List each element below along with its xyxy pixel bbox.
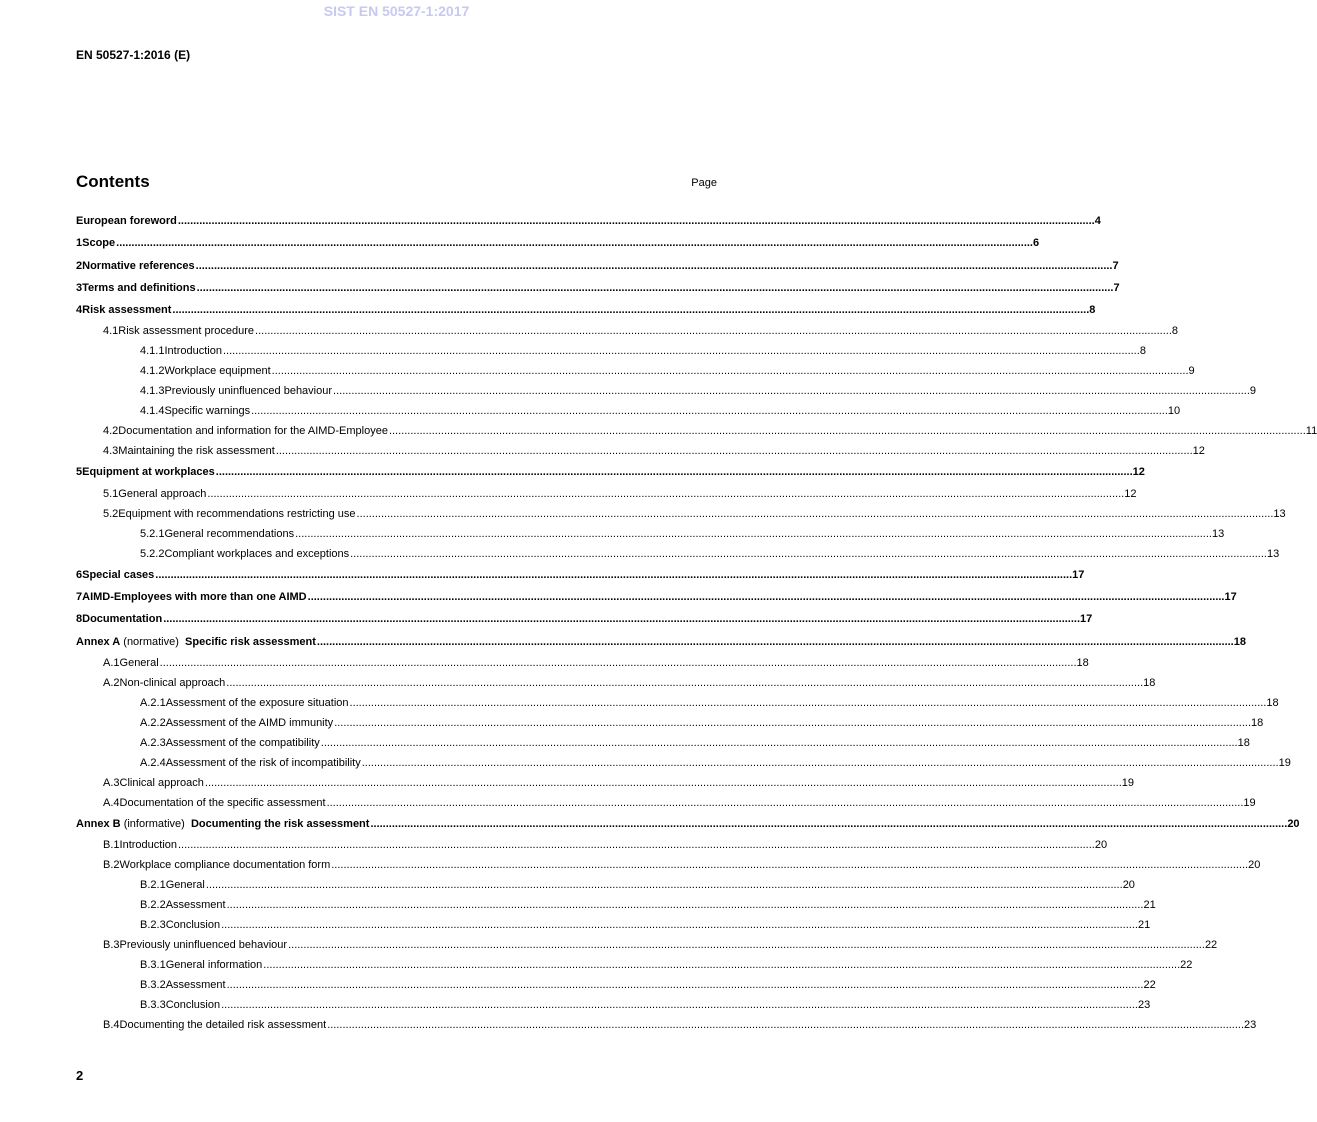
- toc-entry-page: 17: [1072, 568, 1085, 581]
- toc-entry[interactable]: [76, 793, 1256, 813]
- toc-entry-title: Assessment of the AIMD immunity: [165, 716, 334, 729]
- toc-entry-number: 4.1.1: [140, 345, 165, 358]
- toc-entry-title: General recommendations: [164, 527, 295, 540]
- toc-entry[interactable]: [76, 813, 1300, 835]
- toc-entry-page: 18: [1237, 736, 1250, 749]
- toc-entry-page: 12: [1124, 487, 1137, 500]
- toc-entry-title: Clinical approach: [119, 776, 204, 789]
- dot-leader: ............................................................................................................................................................................................................................................................................................................: [361, 756, 1279, 769]
- toc-entry-page: 22: [1204, 939, 1218, 952]
- toc-entry-title: Terms and definitions: [82, 281, 196, 294]
- toc-entry[interactable]: [76, 1015, 1257, 1035]
- toc-entry-title: Specific risk assessment: [185, 635, 316, 648]
- toc-entry-number: A.2: [103, 676, 120, 689]
- dot-leader: ............................................................................................................................................................................................................................................................................................................: [331, 859, 1249, 872]
- toc-entry[interactable]: [76, 564, 1085, 586]
- page-number: 2: [76, 1068, 84, 1083]
- toc-entry-number: 2: [76, 259, 83, 272]
- toc-entry-title: General: [119, 656, 159, 669]
- toc-entry-number: 5.1: [103, 487, 119, 500]
- dot-leader: ............................................................................................................................................................................................................................................................................................................: [326, 796, 1244, 809]
- toc-entry[interactable]: [76, 915, 1151, 935]
- toc-entry[interactable]: [76, 232, 1040, 254]
- toc-entry[interactable]: [76, 441, 1205, 461]
- toc-entry-title: European foreword: [76, 215, 177, 227]
- dot-leader: ............................................................................................................................................................................................................................................................................................................: [155, 568, 1073, 581]
- toc-entry-page: 22: [1180, 959, 1193, 972]
- toc-entry-number: B.2.2: [140, 899, 166, 912]
- toc-entry-page: 17: [1224, 591, 1237, 604]
- toc-entry-number: 7: [76, 591, 83, 604]
- toc-entry-number: 3: [76, 281, 83, 294]
- dot-leader: ............................................................................................................................................................................................................................................................................................................: [207, 487, 1125, 500]
- toc-entry-page: 22: [1143, 979, 1156, 992]
- toc-entry[interactable]: [76, 955, 1193, 975]
- dot-leader: ............................................................................................................................................................................................................................................................................................................: [327, 1019, 1245, 1032]
- dot-leader: ............................................................................................................................................................................................................................................................................................................: [195, 259, 1113, 272]
- toc-entry[interactable]: [76, 713, 1264, 733]
- dot-leader: ............................................................................................................................................................................................................................................................................................................: [172, 304, 1090, 317]
- toc-entry[interactable]: [76, 733, 1250, 753]
- toc-entry-title: Conclusion: [165, 999, 221, 1012]
- toc-entry-page: 12: [1132, 466, 1145, 479]
- dot-leader: ............................................................................................................................................................................................................................................................................................................: [271, 365, 1189, 378]
- toc-entry[interactable]: [76, 935, 1218, 955]
- toc-entry-page: 19: [1121, 776, 1135, 789]
- toc-entry[interactable]: [76, 631, 1246, 653]
- toc-entry-number: 4.1.2: [140, 365, 165, 378]
- toc-entry-page: 23: [1137, 999, 1151, 1012]
- dot-leader: ............................................................................................................................................................................................................................................................................................................: [196, 281, 1114, 294]
- toc-entry-title: Risk assessment procedure: [118, 325, 255, 338]
- dot-leader: ............................................................................................................................................................................................................................................................................................................: [349, 696, 1267, 709]
- toc-entry-page: 18: [1233, 635, 1246, 648]
- toc-entry-number: 5.2.1: [140, 527, 165, 540]
- toc-entry-number: B.3.2: [140, 979, 166, 992]
- toc-entry-title: AIMD-Employees with more than one AIMD: [82, 591, 307, 604]
- toc-entry[interactable]: [76, 995, 1151, 1015]
- annex-type: (informative): [123, 817, 185, 830]
- toc-entry-title: General: [165, 879, 205, 892]
- toc-entry-number: 6: [76, 568, 83, 581]
- toc-entry-number: A.2.4: [140, 756, 166, 769]
- toc-entry-title: Documenting the detailed risk assessment: [119, 1019, 327, 1032]
- dot-leader: ............................................................................................................................................................................................................................................................................................................: [177, 215, 1095, 227]
- dot-leader: ............................................................................................................................................................................................................................................................................................................: [222, 345, 1140, 358]
- toc-entry-number: 5: [76, 466, 83, 479]
- toc-entry[interactable]: [76, 461, 1145, 483]
- toc-entry-page: 21: [1143, 899, 1156, 912]
- toc-entry-page: 13: [1273, 507, 1286, 520]
- dot-leader: ............................................................................................................................................................................................................................................................................................................: [226, 979, 1144, 992]
- document-id-header: EN 50527-1:2016 (E): [76, 48, 191, 62]
- toc-entry-title: Previously uninfluenced behaviour: [119, 939, 288, 952]
- toc-entry-page: 12: [1192, 445, 1205, 458]
- toc-entry-title: General information: [165, 959, 263, 972]
- toc-entry-number: B.2.3: [140, 919, 166, 932]
- dot-leader: ............................................................................................................................................................................................................................................................................................................: [116, 237, 1033, 250]
- toc-entry-title: General approach: [118, 487, 207, 500]
- toc-entry-page: 9: [1249, 385, 1257, 398]
- toc-entry-number: B.3.1: [140, 959, 166, 972]
- toc-entry[interactable]: [76, 321, 1179, 341]
- toc-entry-page: 6: [1033, 237, 1040, 250]
- dot-leader: ............................................................................................................................................................................................................................................................................................................: [350, 547, 1267, 560]
- dot-leader: ............................................................................................................................................................................................................................................................................................................: [316, 635, 1234, 648]
- dot-leader: ............................................................................................................................................................................................................................................................................................................: [255, 325, 1172, 338]
- toc-entry-number: B.2: [103, 859, 120, 872]
- toc-entry-number: A.2.3: [140, 736, 166, 749]
- toc-entry-title: Normative references: [82, 259, 195, 272]
- toc-entry-number: A.4: [103, 796, 120, 809]
- toc-entry-title: Workplace equipment: [164, 365, 271, 378]
- dot-leader: ............................................................................................................................................................................................................................................................................................................: [226, 899, 1144, 912]
- toc-entry-title: Scope: [82, 237, 116, 250]
- dot-leader: ............................................................................................................................................................................................................................................................................................................: [178, 839, 1095, 852]
- dot-leader: ............................................................................................................................................................................................................................................................................................................: [204, 776, 1122, 789]
- toc-entry-page: 17: [1080, 613, 1093, 626]
- toc-entry[interactable]: [76, 608, 1093, 630]
- toc-entry-page: 8: [1089, 304, 1096, 317]
- toc-entry-number: 1: [76, 237, 83, 250]
- toc-entry-number: A.1: [103, 656, 120, 669]
- toc-entry[interactable]: [76, 875, 1135, 895]
- toc-entry[interactable]: [76, 484, 1137, 504]
- toc-entry-title: Assessment: [165, 899, 226, 912]
- toc-entry-number: B.1: [103, 839, 120, 852]
- toc-entry[interactable]: [76, 381, 1257, 401]
- dot-leader: ............................................................................................................................................................................................................................................................................................................: [320, 736, 1238, 749]
- toc-entry-number: A.3: [103, 776, 120, 789]
- toc-entry[interactable]: [76, 673, 1156, 693]
- toc-entry-number: 5.2.2: [140, 547, 165, 560]
- dot-leader: ............................................................................................................................................................................................................................................................................................................: [295, 527, 1212, 540]
- dot-leader: ............................................................................................................................................................................................................................................................................................................: [215, 466, 1133, 479]
- toc-entry-page: 8: [1171, 325, 1179, 338]
- toc-entry-title: Equipment with recommendations restricting use: [118, 507, 356, 520]
- toc-entry[interactable]: [76, 277, 1120, 299]
- toc-entry-page: 8: [1139, 345, 1146, 358]
- toc-entry[interactable]: [76, 255, 1119, 277]
- toc-entry-page: 18: [1143, 676, 1156, 689]
- table-of-contents: [76, 210, 1317, 1035]
- annex-label: Annex B: [76, 817, 121, 830]
- toc-entry-title: Non-clinical approach: [119, 676, 226, 689]
- toc-entry-title: Documentation of the specific assessment: [119, 796, 326, 809]
- toc-entry-number: B.2.1: [140, 879, 166, 892]
- toc-entry-page: 20: [1248, 859, 1261, 872]
- toc-entry[interactable]: [76, 773, 1135, 793]
- toc-entry-number: 4.3: [103, 445, 119, 458]
- toc-entry[interactable]: [76, 210, 1101, 232]
- toc-entry-page: 19: [1243, 796, 1256, 809]
- annex-type: (normative): [123, 635, 179, 648]
- toc-entry-page: 13: [1211, 527, 1225, 540]
- toc-entry-number: B.4: [103, 1019, 120, 1032]
- toc-entry-page: 10: [1167, 405, 1181, 418]
- toc-entry[interactable]: [76, 524, 1225, 544]
- dot-leader: ............................................................................................................................................................................................................................................................................................................: [333, 385, 1250, 398]
- dot-leader: ............................................................................................................................................................................................................................................................................................................: [205, 879, 1123, 892]
- dot-leader: ............................................................................................................................................................................................................................................................................................................: [226, 676, 1144, 689]
- toc-entry-title: Documentation: [82, 613, 163, 626]
- toc-entry[interactable]: [76, 835, 1108, 855]
- toc-entry-page: 18: [1076, 656, 1089, 669]
- toc-entry-title: Equipment at workplaces: [82, 466, 215, 479]
- toc-entry-number: 5.2: [103, 507, 119, 520]
- toc-entry[interactable]: [76, 401, 1181, 421]
- dot-leader: ............................................................................................................................................................................................................................................................................................................: [334, 716, 1252, 729]
- dot-leader: ............................................................................................................................................................................................................................................................................................................: [263, 959, 1181, 972]
- toc-entry[interactable]: [76, 421, 1317, 441]
- toc-entry-page: 7: [1113, 281, 1120, 294]
- page-column-label: Page: [691, 177, 717, 189]
- toc-entry-number: B.3.3: [140, 999, 166, 1012]
- toc-entry[interactable]: [76, 753, 1291, 773]
- toc-entry-page: 7: [1112, 259, 1119, 272]
- annex-label: Annex A: [76, 635, 121, 648]
- toc-entry-title: Assessment: [165, 979, 226, 992]
- toc-entry-number: 4.2: [103, 425, 119, 438]
- toc-entry[interactable]: [76, 653, 1089, 673]
- toc-entry-page: 23: [1244, 1019, 1257, 1032]
- toc-entry-page: 18: [1251, 716, 1264, 729]
- toc-entry[interactable]: [76, 341, 1146, 361]
- toc-entry-title: Workplace compliance documentation form: [119, 859, 331, 872]
- toc-entry-number: B.3: [103, 939, 120, 952]
- watermark: SIST EN 50527-1:2017: [323, 3, 470, 19]
- toc-entry-page: 18: [1266, 696, 1279, 709]
- toc-entry-page: 20: [1287, 817, 1300, 830]
- toc-entry-title: Introduction: [164, 345, 222, 358]
- toc-entry-title: Assessment of the compatibility: [165, 736, 320, 749]
- dot-leader: ............................................................................................................................................................................................................................................................................................................: [221, 999, 1138, 1012]
- toc-entry-title: Special cases: [82, 568, 155, 581]
- toc-entry-number: 4.1: [103, 325, 119, 338]
- toc-entry-title: Introduction: [119, 839, 177, 852]
- dot-leader: ............................................................................................................................................................................................................................................................................................................: [221, 919, 1138, 932]
- dot-leader: ............................................................................................................................................................................................................................................................................................................: [251, 405, 1168, 418]
- toc-entry-page: 13: [1266, 547, 1280, 560]
- toc-entry-title: Conclusion: [165, 919, 221, 932]
- toc-entry-page: 9: [1188, 365, 1195, 378]
- dot-leader: ............................................................................................................................................................................................................................................................................................................: [307, 591, 1225, 604]
- toc-entry-page: 4: [1094, 215, 1101, 227]
- toc-entry-page: 20: [1122, 879, 1135, 892]
- toc-entry-number: A.2.2: [140, 716, 166, 729]
- toc-entry-page: 21: [1137, 919, 1151, 932]
- toc-entry[interactable]: [76, 299, 1096, 321]
- dot-leader: ............................................................................................................................................................................................................................................................................................................: [288, 939, 1205, 952]
- dot-leader: ............................................................................................................................................................................................................................................................................................................: [356, 507, 1274, 520]
- dot-leader: ............................................................................................................................................................................................................................................................................................................: [388, 425, 1306, 438]
- dot-leader: ............................................................................................................................................................................................................................................................................................................: [163, 613, 1081, 626]
- dot-leader: ............................................................................................................................................................................................................................................................................................................: [275, 445, 1193, 458]
- toc-entry[interactable]: [76, 975, 1156, 995]
- toc-entry[interactable]: [76, 693, 1279, 713]
- dot-leader: ............................................................................................................................................................................................................................................................................................................: [159, 656, 1077, 669]
- toc-entry[interactable]: [76, 895, 1156, 915]
- toc-entry[interactable]: [76, 361, 1195, 381]
- toc-entry-title: Assessment of the exposure situation: [165, 696, 349, 709]
- dot-leader: ............................................................................................................................................................................................................................................................................................................: [370, 817, 1288, 830]
- toc-entry-title: Risk assessment: [82, 304, 172, 317]
- toc-entry-number: A.2.1: [140, 696, 166, 709]
- contents-heading: Contents: [76, 172, 150, 191]
- toc-entry-title: Maintaining the risk assessment: [118, 445, 275, 458]
- toc-entry-title: Assessment of the risk of incompatibility: [165, 756, 361, 769]
- toc-entry-number: 4.1.3: [140, 385, 165, 398]
- toc-entry-number: 4.1.4: [140, 405, 165, 418]
- toc-entry-number: 4: [76, 304, 83, 317]
- toc-entry[interactable]: [76, 504, 1286, 524]
- toc-entry-number: 8: [76, 613, 83, 626]
- toc-entry-title: Documentation and information for the AIMD-Employee: [118, 425, 388, 438]
- toc-entry[interactable]: [76, 586, 1237, 608]
- toc-entry-title: Specific warnings: [164, 405, 251, 418]
- toc-entry-page: 11: [1305, 425, 1317, 438]
- toc-entry-title: Documenting the risk assessment: [190, 817, 370, 830]
- toc-entry-page: 20: [1094, 839, 1108, 852]
- toc-entry[interactable]: [76, 855, 1261, 875]
- toc-entry-page: 19: [1278, 756, 1291, 769]
- toc-entry-title: Compliant workplaces and exceptions: [164, 547, 350, 560]
- toc-entry[interactable]: [76, 544, 1280, 564]
- toc-entry-title: Previously uninfluenced behaviour: [164, 385, 333, 398]
